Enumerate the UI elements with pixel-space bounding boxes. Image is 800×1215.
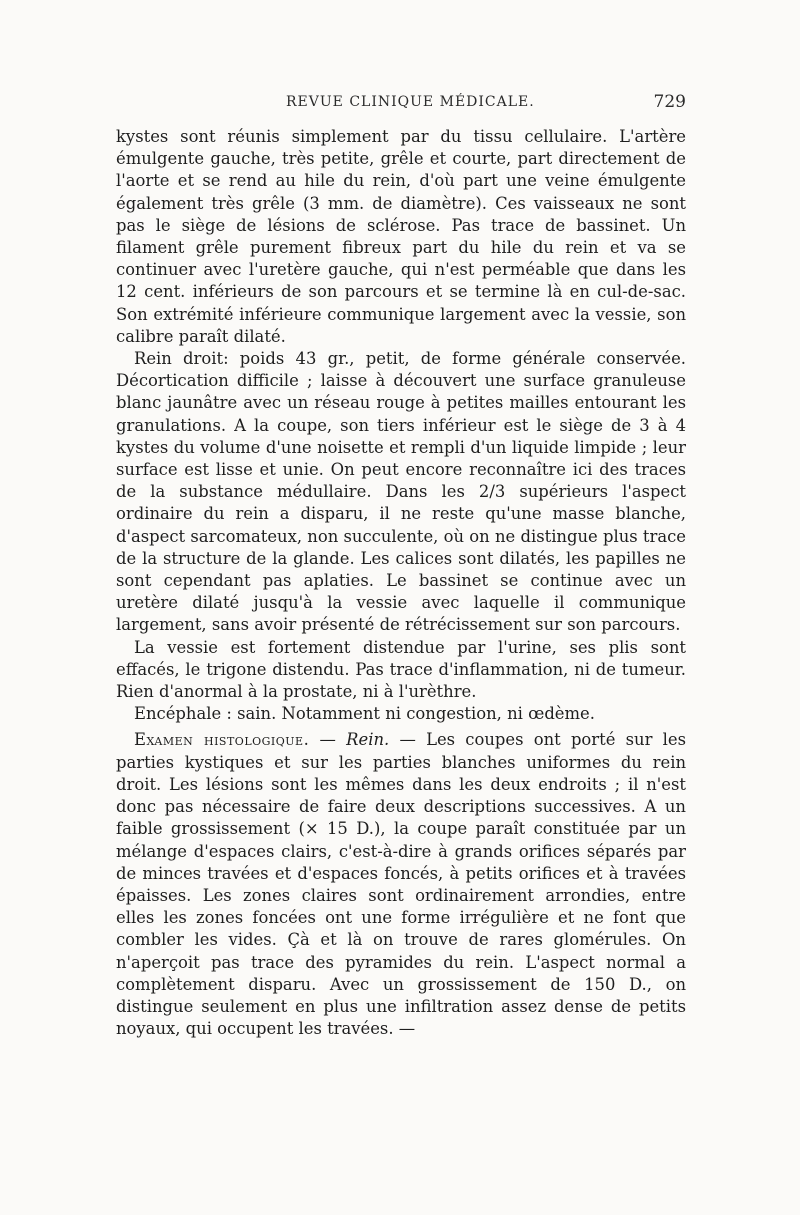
- paragraph-brain: Encéphale : sain. Notamment ni congestion, ni œdème.: [134, 704, 595, 724]
- histology-dash-2: —: [389, 730, 427, 750]
- paragraph-right-kidney: Rein droit: poids 43 gr., petit, de forme générale conservée. Décortication difficile ; laisse à découvert une surface granuleuse blanc jaunâtre avec un réseau rouge à petites mailles entourant les granulations. A la coupe, son tiers inférieur est le siège de 3 à 4 kystes du volume d'une noisette et rempli d'un liquide limpide ; leur surface est lisse et unie. On peut encore reconnaître ici des traces de la substance médullaire. Dans les 2/3 supérieurs l'aspect ordinaire du rein a disparu, il ne reste qu'une masse blanche, d'aspect sarcomateux, non succulente, où on ne distingue plus trace de la structure de la glande. Les calices sont dilatés, les papilles ne sont cependant pas aplaties. Le bassinet se continue avec un uretère dilaté jusqu'à la vessie avec laquelle il communique largement, sans avoir présenté de rétrécissement sur son parcours.: [116, 349, 686, 635]
- histology-subject: Rein.: [346, 730, 390, 750]
- running-title: REVUE CLINIQUE MÉDICALE.: [286, 94, 535, 110]
- body-text: [116, 126, 686, 1040]
- histology-dash-1: —: [309, 730, 347, 750]
- histology-heading: Examen histologique.: [134, 730, 310, 750]
- histology-text: Les coupes ont porté sur les parties kystiques et sur les parties blanches uniformes du rein droit. Les lésions sont les mêmes dans les deux endroits ; il n'est donc pas nécessaire de faire deux descriptions successives. A un faible grossissement (× 15 D.), la coupe paraît constituée par un mélange d'espaces clairs, c'est-à-dire à grands orifices séparés par de minces travées et d'espaces foncés, à petits orifices et à travées épaisses. Les zones claires sont ordinairement arrondies, entre elles les zones foncées ont une forme irrégulière et ne font que combler les vides. Çà et là on trouve de rares glomérules. On n'aperçoit pas trace des pyramides du rein. L'aspect normal a complètement disparu. Avec un grossissement de 150 D., on distingue seulement en plus une infiltration assez dense de petits noyaux, qui occupent les travées. —: [116, 730, 687, 1039]
- paragraph-left-kidney: kystes sont réunis simplement par du tissu cellulaire. L'artère émulgente gauche, très petite, grêle et courte, part directement de l'aorte et se rend au hile du rein, d'où part une veine émulgente également très grêle (3 mm. de diamètre). Ces vaisseaux ne sont pas le siège de lésions de sclérose. Pas trace de bassinet. Un filament grêle purement fibreux part du hile du rein et va se continuer avec l'uretère gauche, qui n'est perméable que dans les 12 cent. inférieurs de son parcours et se termine là en cul-de-sac. Son extrémité inférieure communique largement avec la vessie, son calibre paraît dilaté.: [116, 127, 686, 346]
- paragraph-histology: [116, 729, 686, 1040]
- paragraph-bladder: La vessie est fortement distendue par l'urine, ses plis sont effacés, le trigone distendu. Pas trace d'inflammation, ni de tumeur. Rien d'anormal à la prostate, ni à l'urèthre.: [116, 637, 686, 702]
- page-number: 729: [653, 92, 686, 112]
- page-header: [116, 92, 686, 116]
